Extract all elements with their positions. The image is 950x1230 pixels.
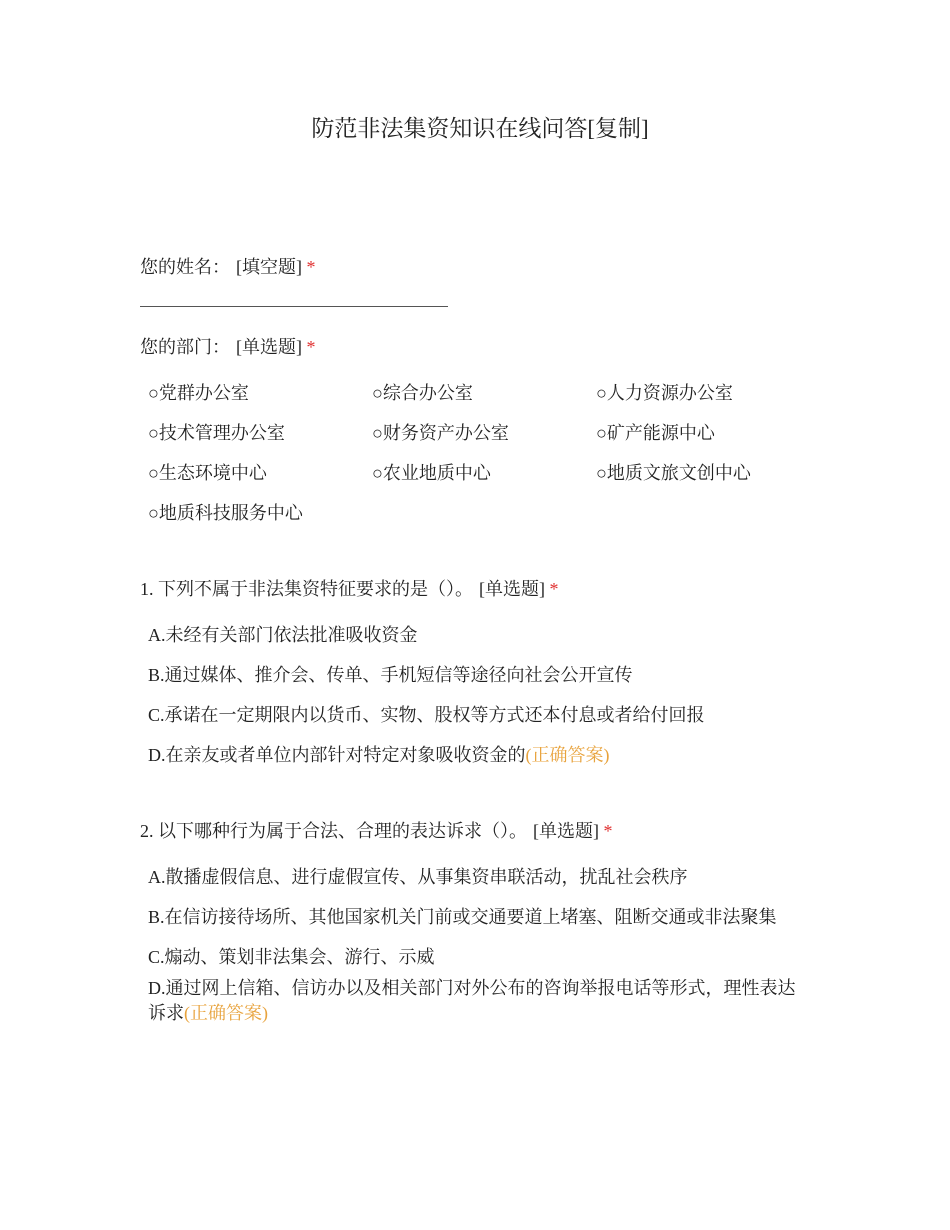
- department-option[interactable]: ○财务资产办公室: [372, 423, 509, 443]
- question-2-label: [140, 817, 613, 843]
- question-type: [填空题]: [236, 257, 302, 277]
- option-text: D.在亲友或者单位内部针对特定对象吸收资金的: [148, 745, 526, 765]
- required-mark: *: [306, 337, 316, 357]
- department-option[interactable]: ○综合办公室: [372, 383, 473, 403]
- department-option[interactable]: ○地质科技服务中心: [148, 503, 303, 523]
- survey-title: 防范非法集资知识在线问答[复制]: [311, 116, 649, 141]
- name-input[interactable]: [140, 306, 448, 307]
- department-option[interactable]: ○党群办公室: [148, 383, 249, 403]
- question-text: 您的部门：: [140, 337, 230, 357]
- question-type: [单选题]: [533, 821, 599, 841]
- department-option[interactable]: ○生态环境中心: [148, 463, 267, 483]
- question-text: 您的姓名：: [140, 257, 230, 277]
- department-option[interactable]: ○人力资源办公室: [596, 383, 733, 403]
- option-text: D.通过网上信箱、信访办以及相关部门对外公布的咨询举报电话等形式，理性表达诉求: [148, 978, 796, 1023]
- question-name-label: [140, 253, 316, 279]
- required-mark: *: [306, 257, 316, 277]
- question-text: 2. 以下哪种行为属于合法、合理的表达诉求（）。: [140, 821, 527, 841]
- q2-option-a[interactable]: A.散播虚假信息、进行虚假宣传、从事集资串联活动，扰乱社会秩序: [148, 867, 688, 887]
- q2-option-c[interactable]: C.煽动、策划非法集会、游行、示威: [148, 947, 435, 967]
- correct-answer-note: (正确答案): [525, 745, 610, 765]
- department-option[interactable]: ○矿产能源中心: [596, 423, 715, 443]
- question-text: 1. 下列不属于非法集资特征要求的是（）。: [140, 579, 473, 599]
- required-mark: *: [603, 821, 613, 841]
- q1-option-c[interactable]: C.承诺在一定期限内以货币、实物、股权等方式还本付息或者给付回报: [148, 705, 705, 725]
- department-option[interactable]: ○农业地质中心: [372, 463, 491, 483]
- question-department-label: [140, 333, 316, 359]
- correct-answer-note: (正确答案): [184, 1003, 268, 1023]
- q1-option-b[interactable]: B.通过媒体、推介会、传单、手机短信等途径向社会公开宣传: [148, 665, 633, 685]
- question-type: [单选题]: [479, 579, 545, 599]
- q2-option-b[interactable]: B.在信访接待场所、其他国家机关门前或交通要道上堵塞、阻断交通或非法聚集: [148, 907, 777, 927]
- department-option[interactable]: ○技术管理办公室: [148, 423, 285, 443]
- q2-option-d[interactable]: [148, 976, 808, 1026]
- q1-option-d[interactable]: [148, 741, 610, 767]
- question-1-label: [140, 575, 559, 601]
- department-option[interactable]: ○地质文旅文创中心: [596, 463, 751, 483]
- required-mark: *: [549, 579, 559, 599]
- q1-option-a[interactable]: A.未经有关部门依法批准吸收资金: [148, 625, 418, 645]
- question-type: [单选题]: [236, 337, 302, 357]
